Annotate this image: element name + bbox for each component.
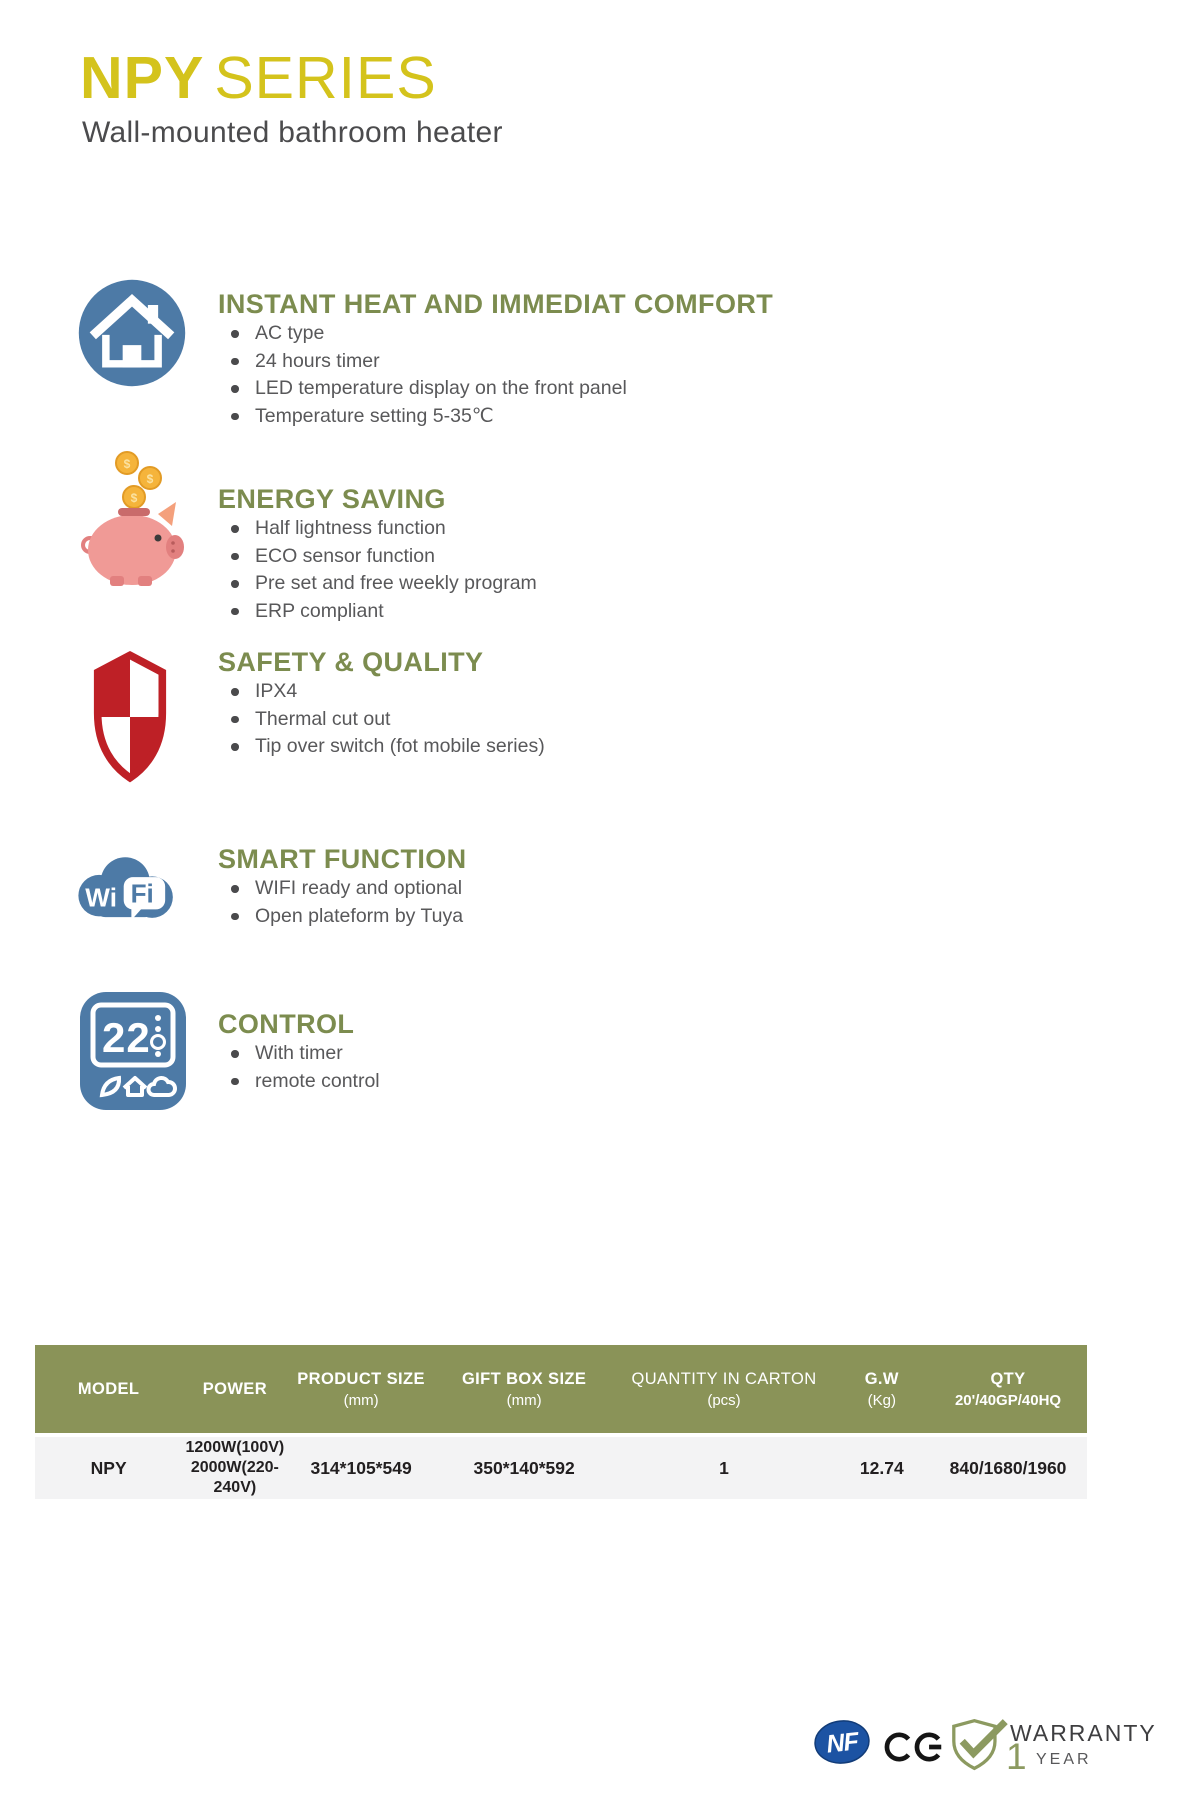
section-smart-function: [218, 843, 998, 930]
warranty-label: WARRANTY: [1010, 1720, 1157, 1746]
warranty-unit: YEAR: [1036, 1751, 1092, 1768]
feature-bullet: Open plateform by Tuya: [218, 903, 998, 931]
page-title-series-code: NPY: [80, 45, 205, 111]
section-energy-saving: [218, 483, 998, 625]
column-header-model: MODEL: [77, 1379, 140, 1398]
feature-bullet: remote control: [218, 1068, 998, 1096]
feature-bullet: Pre set and free weekly program: [218, 570, 998, 598]
section-control: [218, 1008, 998, 1095]
warranty-number: 1: [1006, 1736, 1027, 1777]
svg-text:Fi: Fi: [130, 878, 154, 909]
column-header-power: POWER: [202, 1379, 268, 1398]
thermostat-icon: [80, 992, 186, 1110]
coin: [116, 452, 138, 474]
coin: [139, 467, 161, 489]
cell-gw: 12.74: [859, 1457, 904, 1478]
spec-table-header: [35, 1345, 1087, 1433]
feature-bullet: Tip over switch (fot mobile series): [218, 733, 998, 761]
feature-list: [218, 1040, 998, 1095]
cell-qty: 840/1680/1960: [949, 1457, 1067, 1478]
feature-bullet: Thermal cut out: [218, 706, 998, 734]
column-header-qty: QTY 20'/40GP/40HQ: [954, 1369, 1062, 1409]
feature-bullet: ECO sensor function: [218, 543, 998, 571]
feature-bullet: 24 hours timer: [218, 348, 998, 376]
section-heading: SMART FUNCTION: [218, 844, 467, 874]
column-header-gift-box-size: GIFT BOX SIZE (mm): [461, 1369, 587, 1409]
spec-table: [35, 1345, 1087, 1499]
cell-product-size: 314*105*549: [310, 1457, 412, 1478]
section-heading: INSTANT HEAT AND IMMEDIAT COMFORT: [218, 289, 774, 319]
cell-power: 1200W(100V) 2000W(220-240V): [185, 1439, 285, 1496]
svg-text:$: $: [123, 457, 131, 471]
svg-text:$: $: [146, 472, 154, 486]
column-header-product-size: PRODUCT SIZE (mm): [297, 1369, 425, 1409]
section-heading: ENERGY SAVING: [218, 484, 446, 514]
feature-list: [218, 515, 998, 625]
page-title-series-word: SERIES: [214, 45, 437, 111]
section-instant-heat: [218, 288, 998, 430]
page-subtitle: Wall-mounted bathroom heater: [82, 116, 503, 149]
piggy-bank-icon: [74, 450, 188, 586]
ce-mark-icon: [884, 1732, 946, 1767]
nf-logo: [814, 1719, 870, 1765]
wifi-icon: [76, 848, 176, 934]
page-title: [80, 44, 437, 112]
feature-bullet: With timer: [218, 1040, 998, 1068]
ce-mark-glyphs: [884, 1732, 946, 1762]
svg-text:NF: NF: [825, 1727, 860, 1759]
svg-text:22: 22: [102, 1014, 151, 1061]
feature-bullet: Half lightness function: [218, 515, 998, 543]
house-icon: [76, 277, 188, 389]
cell-quantity-in-carton: 1: [719, 1457, 729, 1478]
feature-bullet: WIFI ready and optional: [218, 875, 998, 903]
section-safety-quality: [218, 646, 998, 761]
feature-list: [218, 320, 998, 430]
column-header-quantity-in-carton: QUANTITY IN CARTON (pcs): [631, 1369, 817, 1409]
feature-bullet: ERP compliant: [218, 598, 998, 626]
coin: [123, 486, 145, 508]
spec-table-row: [35, 1437, 1087, 1499]
feature-bullet: AC type: [218, 320, 998, 348]
cell-model: NPY: [90, 1457, 127, 1478]
warranty-shield-icon: [950, 1716, 1010, 1774]
section-heading: SAFETY & QUALITY: [218, 647, 484, 677]
svg-text:$: $: [130, 491, 138, 505]
feature-bullet: IPX4: [218, 678, 998, 706]
feature-list: [218, 678, 998, 761]
feature-bullet: LED temperature display on the front panel: [218, 375, 998, 403]
svg-text:Wi: Wi: [85, 882, 117, 913]
feature-list: [218, 875, 998, 930]
feature-bullet: Temperature setting 5-35℃: [218, 403, 998, 431]
section-heading: CONTROL: [218, 1009, 355, 1039]
shield-icon: [92, 650, 168, 784]
cell-gift-box-size: 350*140*592: [473, 1457, 575, 1478]
column-header-gw: G.W (Kg): [864, 1369, 899, 1409]
